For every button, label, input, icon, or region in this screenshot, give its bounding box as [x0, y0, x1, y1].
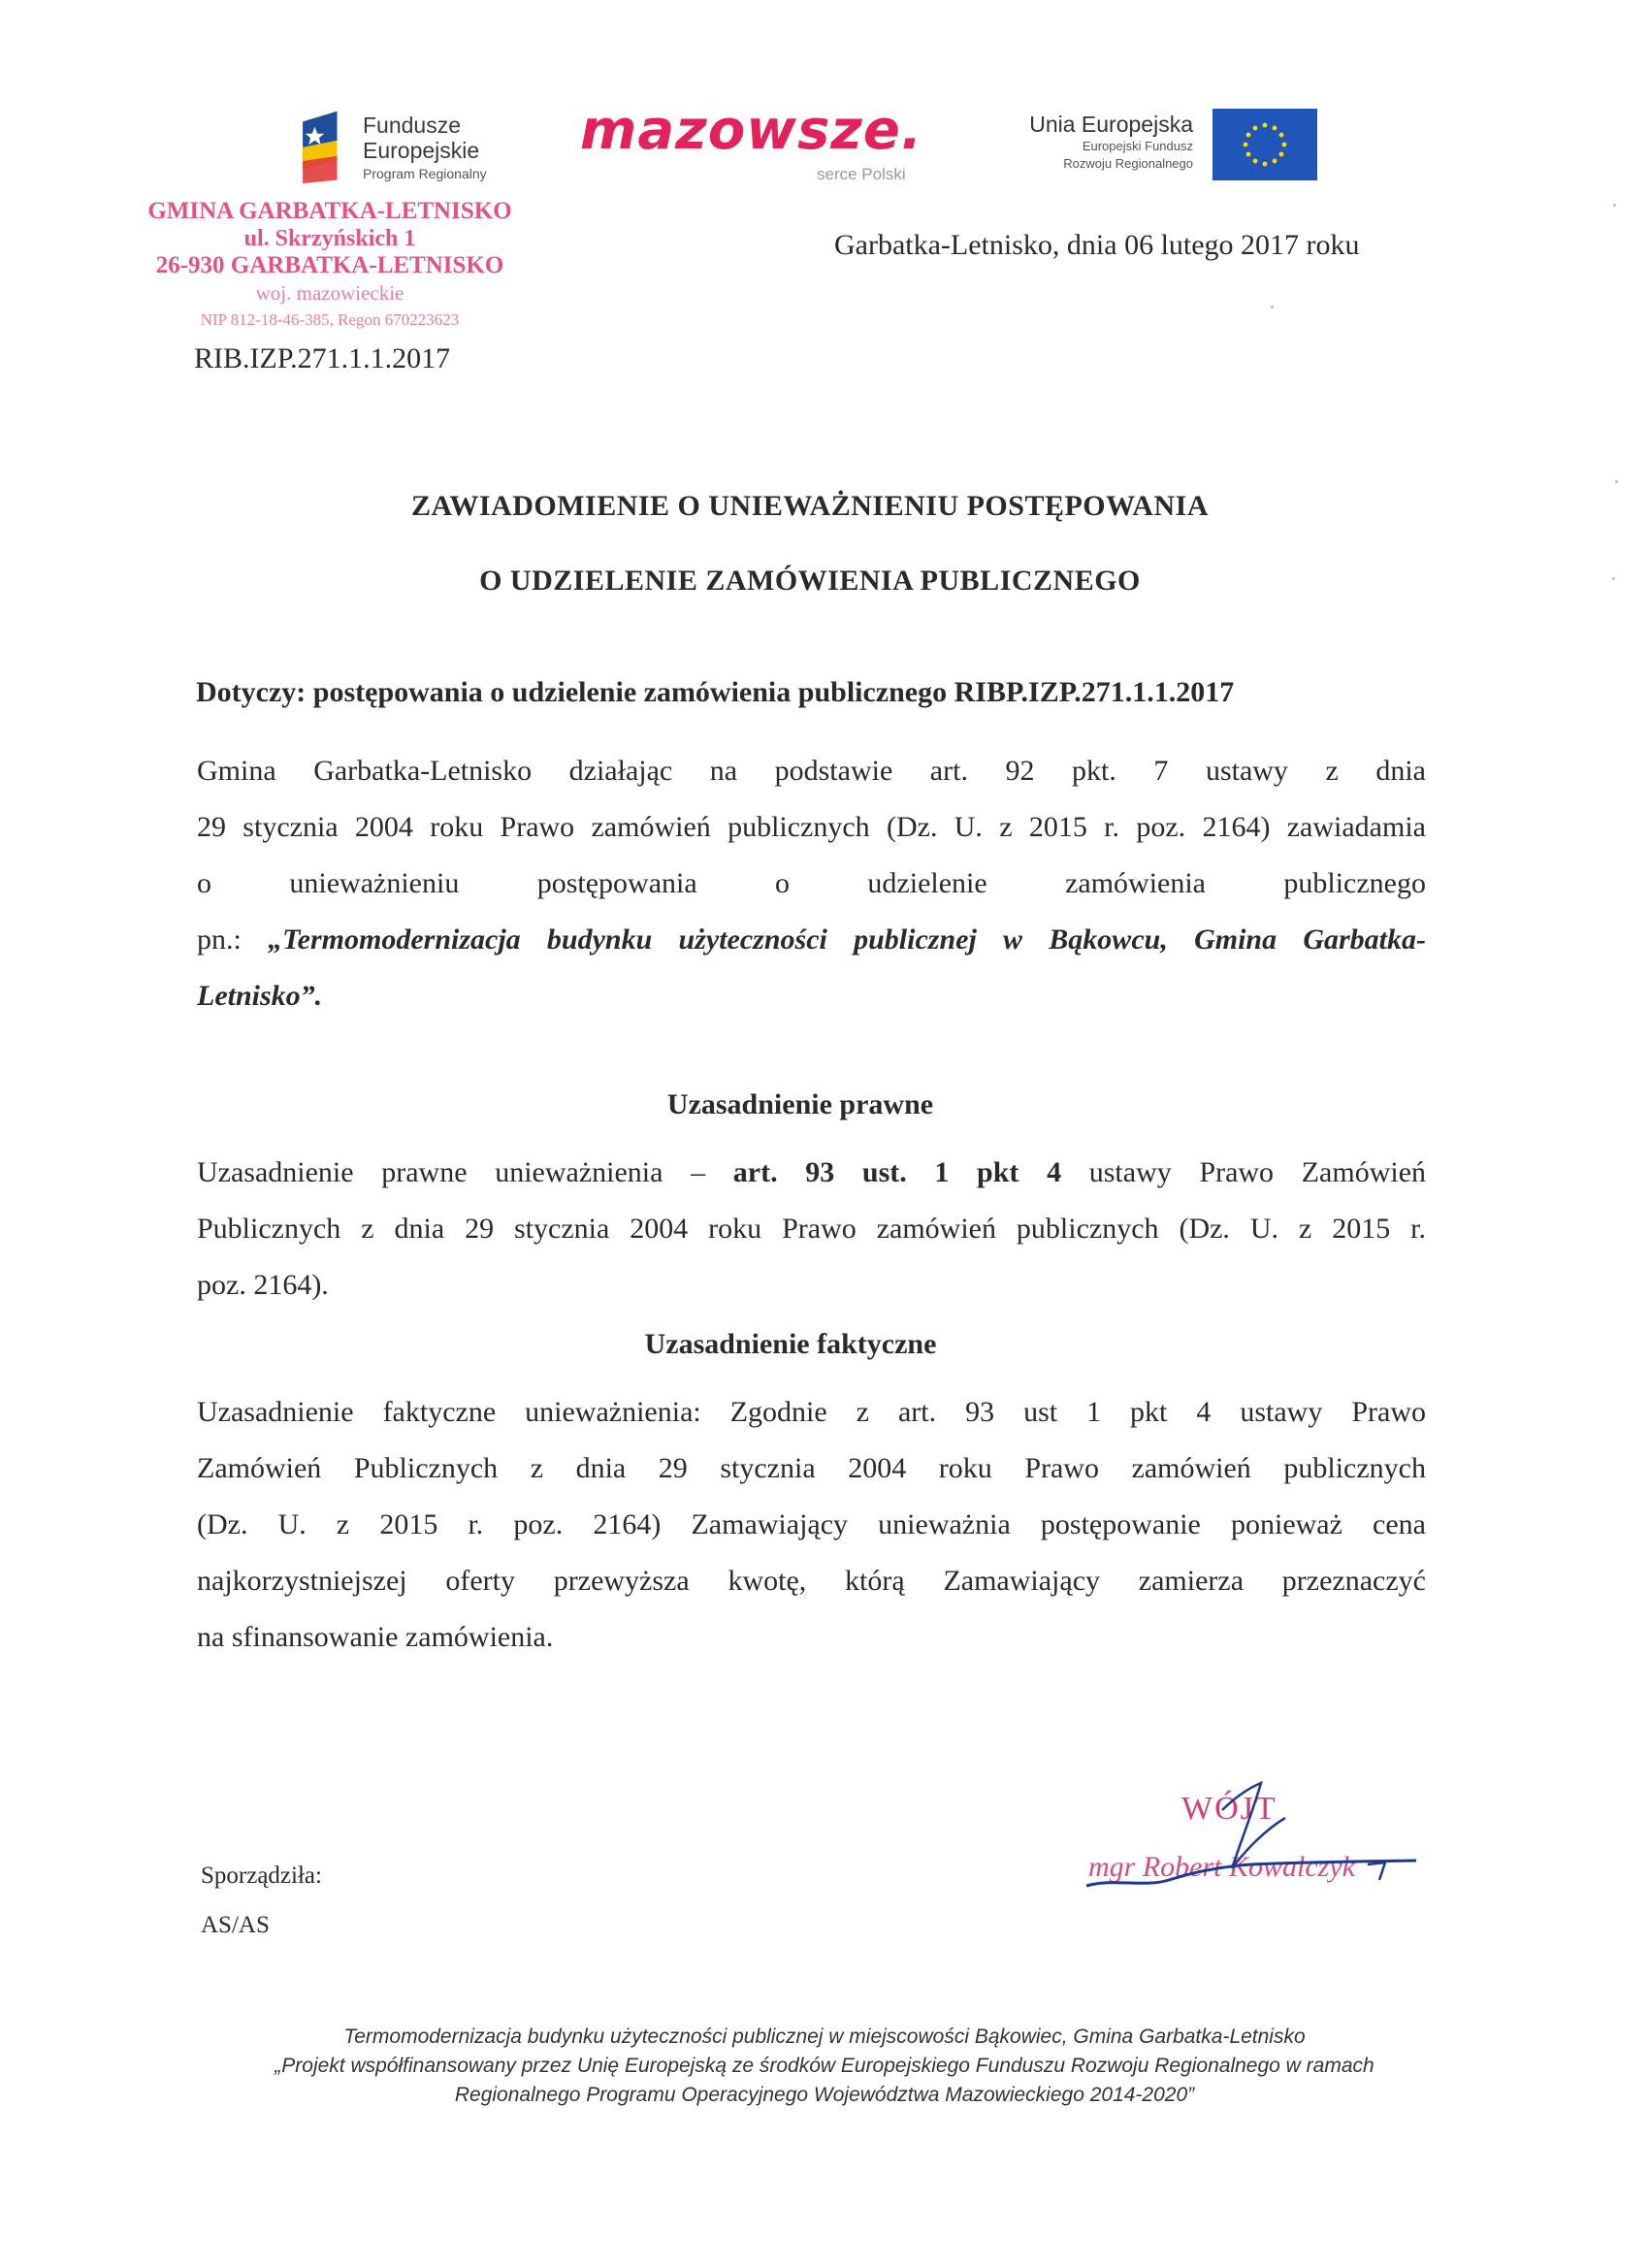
fundusze-europejskie-text: Fundusze Europejskie Program Regionalny — [363, 113, 487, 181]
factual-line-3: (Dz. U. z 2015 r. poz. 2164) Zamawiający unieważnia postępowanie ponieważ cena — [197, 1508, 1426, 1540]
footer-line-2: „Projekt współfinansowany przez Unię Europejską ze środków Europejskiego Funduszu Rozwoju Regionalnego w ramach — [275, 2055, 1374, 2077]
factual-basis-paragraph — [197, 1384, 1426, 1666]
prepared-by-initials: AS/AS — [201, 1912, 270, 1938]
fundusze-europejskie-logo — [296, 105, 356, 188]
notice-line-3: o unieważnieniu postępowania o udzielenie zamówienia publicznego — [197, 867, 1426, 899]
document-title-line2: O UDZIELENIE ZAMÓWIENIA PUBLICZNEGO — [479, 565, 1141, 597]
notice-line-4: pn.: „Termomodernizacja budynku użyteczności publicznej w Bąkowcu, Gmina Garbatka- — [197, 923, 1426, 956]
signature-name-stamp: mgr Robert Kowalczyk — [1088, 1851, 1355, 1883]
document-title-line1: ZAWIADOMIENIE O UNIEWAŻNIENIU POSTĘPOWANIA — [411, 490, 1209, 522]
scan-speck — [1613, 204, 1616, 207]
notice-paragraph — [197, 743, 1426, 1024]
scan-speck — [1615, 480, 1618, 483]
factual-line-2: Zamówień Publicznych z dnia 29 stycznia 2004 roku Prawo zamówień publicznych — [197, 1452, 1426, 1484]
date-line: Garbatka-Letnisko, dnia 06 lutego 2017 roku — [834, 229, 1360, 261]
footer-line-1: Termomodernizacja budynku użyteczności publicznej w miejscowości Bąkowiec, Gmina Garbatka-Letnisko — [343, 2025, 1306, 2048]
subject-line: Dotyczy: postępowania o udzielenie zamówienia publicznego RIBP.IZP.271.1.1.2017 — [196, 676, 1235, 708]
scan-speck — [1271, 306, 1274, 308]
factual-line-1: Uzasadnienie faktyczne unieważnienia: Zgodnie z art. 93 ust 1 pkt 4 ustawy Prawo — [197, 1396, 1426, 1428]
footer-line-3: Regionalnego Programu Operacyjnego Województwa Mazowieckiego 2014-2020” — [454, 2084, 1195, 2106]
legal-basis-paragraph — [197, 1145, 1426, 1313]
eu-flag-icon — [1212, 109, 1317, 180]
project-title: „Termomodernizacja budynku użyteczności publicznej w Bąkowcu, Gmina Garbatka- — [268, 923, 1426, 956]
heading-factual-basis: Uzasadnienie faktyczne — [644, 1328, 937, 1360]
legal-line-3: poz. 2164). — [197, 1269, 329, 1301]
mazowsze-logo: mazowsze. — [580, 99, 923, 162]
prepared-by-label: Sporządziła: — [201, 1863, 322, 1889]
scan-speck — [1612, 577, 1615, 580]
handwritten-signature — [1077, 1771, 1426, 1897]
notice-line-2: 29 stycznia 2004 roku Prawo zamówień publicznych (Dz. U. z 2015 r. poz. 2164) zawiadamia — [197, 811, 1426, 843]
factual-line-4: najkorzystniejszej oferty przewyższa kwotę, którą Zamawiający zamierza przeznaczyć — [197, 1565, 1426, 1597]
mazowsze-tagline: serce Polski — [817, 165, 906, 183]
notice-line-5: Letnisko”. — [197, 980, 323, 1012]
unia-europejska-text: Unia Europejska Europejski Fundusz Rozwoju Regionalnego — [1029, 112, 1193, 171]
office-stamp: GMINA GARBATKA-LETNISKO ul. Skrzyńskich 1 26-930 GARBATKA-LETNISKO woj. mazowieckie NIP 812-18-46-385, Regon 670223623 — [147, 198, 512, 329]
factual-line-5: na sfinansowanie zamówienia. — [197, 1621, 554, 1653]
signature-role-stamp: WÓJT — [1181, 1791, 1277, 1827]
legal-line-1: Uzasadnienie prawne unieważnienia – art. 93 ust. 1 pkt 4 ustawy Prawo Zamówień — [197, 1156, 1427, 1188]
notice-line-1: Gmina Garbatka-Letnisko działając na podstawie art. 92 pkt. 7 ustawy z dnia — [197, 755, 1426, 787]
reference-number: RIB.IZP.271.1.1.2017 — [194, 342, 451, 374]
heading-legal-basis: Uzasadnienie prawne — [666, 1088, 934, 1120]
legal-line-2: Publicznych z dnia 29 stycznia 2004 roku Prawo zamówień publicznych (Dz. U. z 2015 r. — [197, 1213, 1426, 1245]
